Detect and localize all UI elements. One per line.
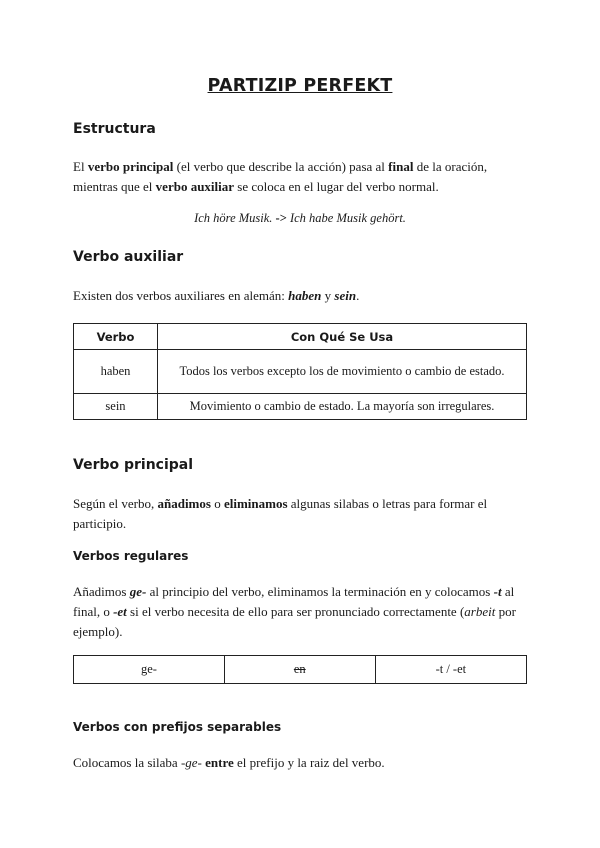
table-cell: Movimiento o cambio de estado. La mayoría son irregulares.: [158, 394, 527, 420]
bold-italic-text: haben: [288, 288, 322, 303]
table-cell-ending: [224, 656, 375, 684]
arrow: ->: [275, 211, 287, 225]
bold-text: entre: [205, 755, 234, 770]
page-title: PARTIZIP PERFEKT: [207, 76, 393, 96]
heading-estructura: Estructura: [73, 121, 156, 137]
text: Existen dos verbos auxiliares en alemán:: [73, 288, 289, 303]
bold-text: verbo principal: [87, 159, 174, 174]
auxiliary-verbs-table: [73, 323, 527, 420]
text: si el verbo necesita de ello para ser pronunciado correctamente (: [126, 604, 465, 619]
text: al principio del verbo, eliminamos la terminación en y colocamos: [146, 584, 494, 599]
table-cell: haben: [74, 350, 158, 394]
italic-text: arbeit: [464, 604, 496, 619]
bold-italic-text: ge-: [129, 584, 147, 599]
example-part: Ich höre Musik.: [194, 211, 276, 225]
heading-verbos-regulares: Verbos regulares: [73, 549, 189, 563]
example-part: Ich habe Musik gehört.: [286, 211, 406, 225]
table-cell-suffix: -t / -et: [375, 656, 526, 684]
table-row: [74, 350, 527, 394]
text: Añadimos: [73, 584, 130, 599]
heading-verbo-principal: Verbo principal: [73, 457, 194, 473]
text: algunas silabas o letras para formar el participio.: [73, 496, 488, 531]
text: y: [321, 288, 335, 303]
bold-text: final: [388, 159, 414, 174]
paragraph-principal: [73, 494, 533, 534]
table-row: [74, 394, 527, 420]
bold-text: eliminamos: [223, 496, 288, 511]
text: se coloca en el lugar del verbo normal.: [234, 179, 439, 194]
paragraph-estructura: [73, 157, 533, 197]
text: Según el verbo,: [73, 496, 158, 511]
text: Colocamos la silaba: [73, 755, 181, 770]
paragraph-regulares: [73, 582, 533, 642]
table-row: [74, 656, 527, 684]
example-sentence: [0, 211, 600, 226]
text: El: [73, 159, 88, 174]
struck-ending: en: [293, 662, 306, 676]
regular-verbs-table: [73, 655, 527, 684]
header-cell: Con Qué Se Usa: [158, 324, 527, 350]
header-cell: Verbo: [74, 324, 158, 350]
bold-italic-text: -t: [493, 584, 502, 599]
text: al final, o: [73, 584, 515, 619]
text: de la oración, mientras que el: [73, 159, 488, 194]
text: por ejemplo).: [73, 604, 516, 639]
bold-italic-text: -et: [113, 604, 127, 619]
text: (el verbo que describe la acción) pasa al: [173, 159, 389, 174]
paragraph-separables: [73, 753, 533, 773]
table-cell: Todos los verbos excepto los de movimiento o cambio de estado.: [158, 350, 527, 394]
table-cell: sein: [74, 394, 158, 420]
table-cell-prefix: ge-: [74, 656, 225, 684]
bold-italic-text: sein: [334, 288, 357, 303]
text: .: [356, 288, 360, 303]
bold-text: verbo auxiliar: [155, 179, 235, 194]
italic-text: -ge-: [180, 755, 202, 770]
paragraph-auxiliar: [73, 286, 533, 306]
text: el prefijo y la raiz del verbo.: [233, 755, 385, 770]
table-header-row: [74, 324, 527, 350]
heading-verbo-auxiliar: Verbo auxiliar: [73, 249, 184, 265]
heading-prefijos-separables: Verbos con prefijos separables: [73, 720, 282, 734]
bold-text: añadimos: [157, 496, 211, 511]
text: o: [210, 496, 224, 511]
